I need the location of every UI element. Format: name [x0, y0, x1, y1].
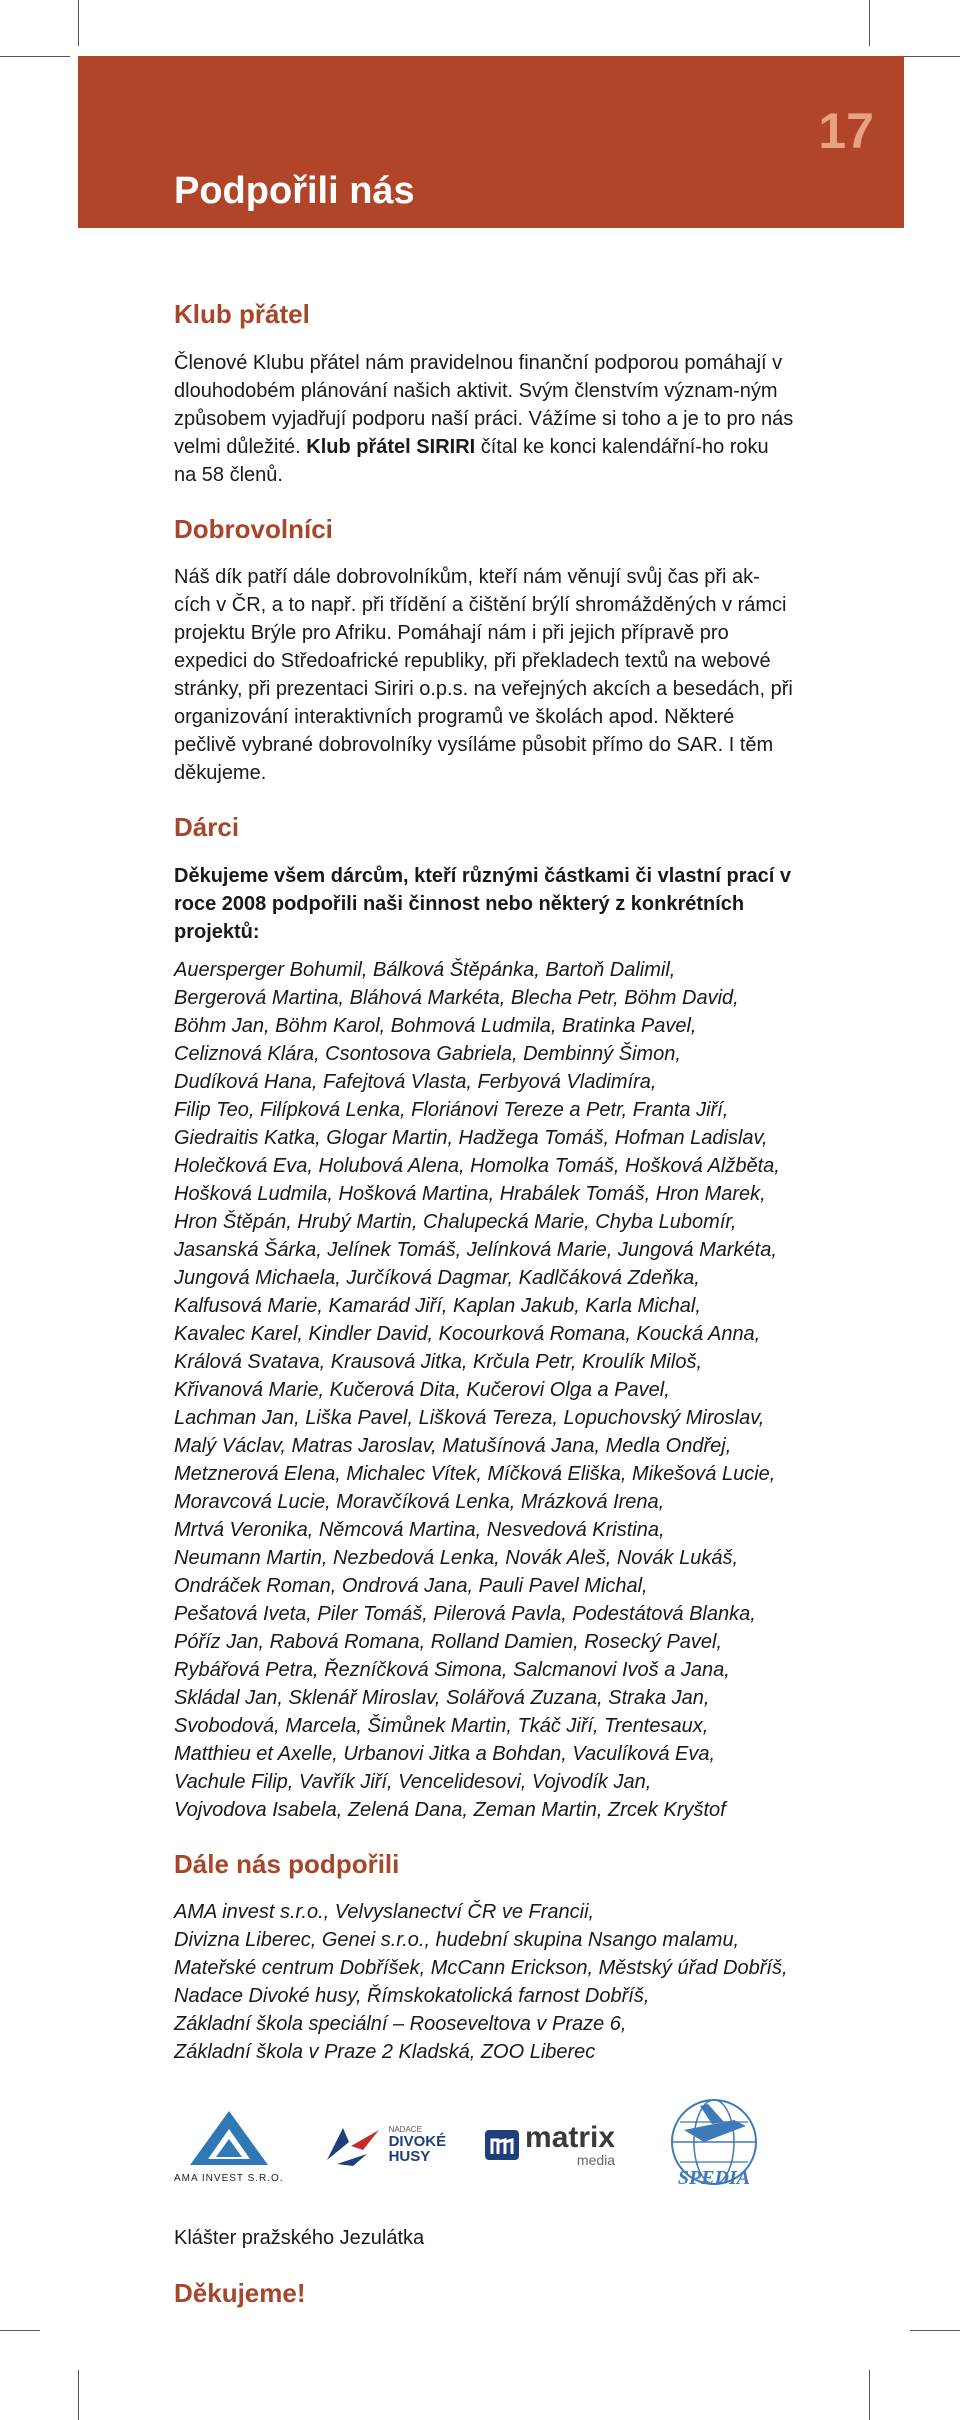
section-heading: Klub přátel — [174, 299, 310, 329]
klaster-line: Klášter pražského Jezulátka — [174, 2227, 425, 2250]
nadace-divoke-husy-logo — [323, 2120, 447, 2170]
section-klub-pratel — [174, 300, 794, 489]
crop-mark — [78, 0, 79, 46]
matrix-media-logo — [485, 2123, 615, 2167]
donor-line: Pešatová Iveta, Piler Tomáš, Pilerová Pavla, Podestátová Blanka, — [174, 1602, 756, 1625]
donor-line: Filip Teo, Filípková Lenka, Floriánovi Tereze a Petr, Franta Jiří, — [174, 1098, 729, 1121]
crop-mark — [869, 2370, 870, 2420]
matrix-sub: media — [576, 2152, 616, 2169]
section-dale-nas-podporili — [174, 1850, 794, 2067]
page-content — [174, 300, 794, 2309]
supporter-list — [174, 1898, 794, 2066]
section-darci — [174, 813, 794, 1824]
klub-text: Členové Klubu přátel nám pravidelnou finanční podporou pomáhají v dlouhodobém plánování našich aktivit. Svým členstvím význam-ným způsobem vyjadřují podporu naší práci. Vážíme si toho a je to pro nás velmi důležité. — [174, 351, 794, 458]
donor-line: Králová Svatava, Krausová Jitka, Krčula Petr, Kroulík Miloš, — [174, 1350, 702, 1373]
supporter-line: Divizna Liberec, Genei s.r.o., hudební skupina Nsango malamu, — [174, 1929, 740, 1952]
donor-line: Holečková Eva, Holubová Alena, Homolka Tomáš, Hošková Alžběta, — [174, 1154, 780, 1177]
donor-line: Skládal Jan, Sklenář Miroslav, Solářová Zuzana, Straka Jan, — [174, 1686, 710, 1709]
section-heading: Dobrovolníci — [174, 513, 333, 544]
section-dobrovolnici — [174, 515, 794, 788]
matrix-text — [525, 2123, 615, 2167]
supporter-line: AMA invest s.r.o., Velvyslanectví ČR ve Francii, — [174, 1901, 595, 1924]
donor-line: Matthieu et Axelle, Urbanovi Jitka a Bohdan, Vaculíková Eva, — [174, 1742, 716, 1765]
section-heading: Dárci — [174, 812, 240, 843]
donor-line: Ondráček Roman, Ondrová Jana, Pauli Pavel Michal, — [174, 1574, 648, 1597]
page-number: 17 — [818, 103, 874, 159]
donor-line: Kavalec Karel, Kindler David, Kocourková Romana, Koucká Anna, — [174, 1322, 761, 1345]
page-title: Podpořili nás — [174, 170, 415, 212]
nadace-small-text: NADACE — [388, 2125, 422, 2135]
donor-line: Vojvodova Isabela, Zelená Dana, Zeman Martin, Zrcek Kryštof — [174, 1798, 726, 1821]
nadace-text — [389, 2126, 447, 2164]
header-band — [78, 56, 904, 228]
supporter-line: Základní škola speciální – Rooseveltova v Praze 6, — [174, 2013, 627, 2036]
crop-mark — [869, 0, 870, 46]
donor-line: Hron Štěpán, Hrubý Martin, Chalupecká Marie, Chyba Lubomír, — [174, 1210, 737, 1233]
dobrovolnici-paragraph: Náš dík patří dále dobrovolníkům, kteří nám věnují svůj čas při ak-cích v ČR, a to např. při třídění a čištění brýlí shromážděných v rámci projektu Brýle pro Afriku. Pomáhají nám i při jejich přípravě pro expedici do Středoafrické republiky, při překladech textů na webové stránky, při prezentaci Siriri o.p.s. na veřejných akcích a besedách, při organizování interaktivních programů ve školách apod. Některé pečlivě vybrané dobrovolníky vysíláme působit přímo do SAR. I těm děkujeme. — [174, 566, 793, 785]
donor-line: Bergerová Martina, Bláhová Markéta, Blecha Petr, Böhm David, — [174, 986, 739, 1009]
klub-paragraph — [174, 349, 794, 489]
donor-line: Hošková Ludmila, Hošková Martina, Hrabálek Tomáš, Hron Marek, — [174, 1182, 766, 1205]
supporter-line: Základní škola v Praze 2 Kladská, ZOO Liberec — [174, 2041, 596, 2064]
donor-line: Svobodová, Marcela, Šimůnek Martin, Tkáč Jiří, Trentesaux, — [174, 1714, 709, 1737]
nadace-line2: HUSY — [388, 2148, 431, 2166]
donor-line: Lachman Jan, Liška Pavel, Lišková Tereza, Lopuchovský Miroslav, — [174, 1406, 765, 1429]
thanks-heading: Děkujeme! — [174, 2278, 306, 2309]
donor-line: Auersperger Bohumil, Bálková Štěpánka, Bartoň Dalimil, — [174, 958, 676, 981]
supporter-line: Nadace Divoké husy, Římskokatolická farnost Dobříš, — [174, 1985, 650, 2008]
donor-line: Giedraitis Katka, Glogar Martin, Hadžega Tomáš, Hofman Ladislav, — [174, 1126, 768, 1149]
crop-mark — [0, 2330, 40, 2331]
ama-logo-text: AMA INVEST S.R.O. — [174, 2172, 284, 2184]
donor-line: Malý Václav, Matras Jaroslav, Matušínová Jana, Medla Ondřej, — [174, 1434, 732, 1457]
donor-line: Metznerová Elena, Michalec Vítek, Míčková Eliška, Mikešová Lucie, — [174, 1462, 776, 1485]
donor-line: Celiznová Klára, Csontosova Gabriela, Dembinný Šimon, — [174, 1042, 681, 1065]
donor-line: Böhm Jan, Böhm Karol, Bohmová Ludmila, Bratinka Pavel, — [174, 1014, 697, 1037]
donor-line: Moravcová Lucie, Moravčíková Lenka, Mrázková Irena, — [174, 1490, 665, 1513]
donor-line: Kalfusová Marie, Kamarád Jiří, Kaplan Jakub, Karla Michal, — [174, 1294, 701, 1317]
matrix-word: matrix — [525, 2121, 616, 2155]
crop-mark — [0, 56, 70, 57]
donor-line: Neumann Martin, Nezbedová Lenka, Novák Aleš, Novák Lukáš, — [174, 1546, 738, 1569]
spedia-logo — [654, 2090, 774, 2200]
donor-line: Dudíková Hana, Fafejtová Vlasta, Ferbyová Vladimíra, — [174, 1070, 657, 1093]
donor-line: Jungová Michaela, Jurčíková Dagmar, Kadlčáková Zdeňka, — [174, 1266, 700, 1289]
crop-mark — [910, 2330, 960, 2331]
donor-line: Rybářová Petra, Řezníčková Simona, Salcmanovi Ivoš a Jana, — [174, 1658, 730, 1681]
supporter-line: Mateřské centrum Dobříšek, McCann Erickson, Městský úřad Dobříš, — [174, 1957, 788, 1980]
donor-line: Jasanská Šárka, Jelínek Tomáš, Jelínková Marie, Jungová Markéta, — [174, 1238, 777, 1261]
klub-text-end: čítal ke konci kalendářní-ho roku na 58 členů. — [174, 435, 769, 486]
donor-line: Mrtvá Veronika, Němcová Martina, Nesvedová Kristina, — [174, 1518, 665, 1541]
donor-line: Póříz Jan, Rabová Romana, Rolland Damien, Rosecký Pavel, — [174, 1630, 723, 1653]
donor-line: Křivanová Marie, Kučerová Dita, Kučerovi Olga a Pavel, — [174, 1378, 670, 1401]
klub-name: Klub přátel SIRIRI — [306, 435, 476, 458]
nadace-line1: DIVOKÉ — [388, 2133, 447, 2151]
darci-lead: Děkujeme všem dárcům, kteří různými částkami či vlastní prací v roce 2008 podpořili naši činnost nebo některý z konkrétních projektů: — [174, 864, 791, 943]
sponsor-logos — [174, 2080, 774, 2210]
spedia-text: SPEDIA — [677, 2167, 751, 2190]
crop-mark — [78, 2370, 79, 2420]
section-heading: Dále nás podpořili — [174, 1848, 400, 1879]
donor-line: Vachule Filip, Vavřík Jiří, Vencelidesovi, Vojvodík Jan, — [174, 1770, 652, 1793]
ama-invest-logo — [174, 2107, 284, 2184]
donor-list — [174, 956, 794, 1824]
